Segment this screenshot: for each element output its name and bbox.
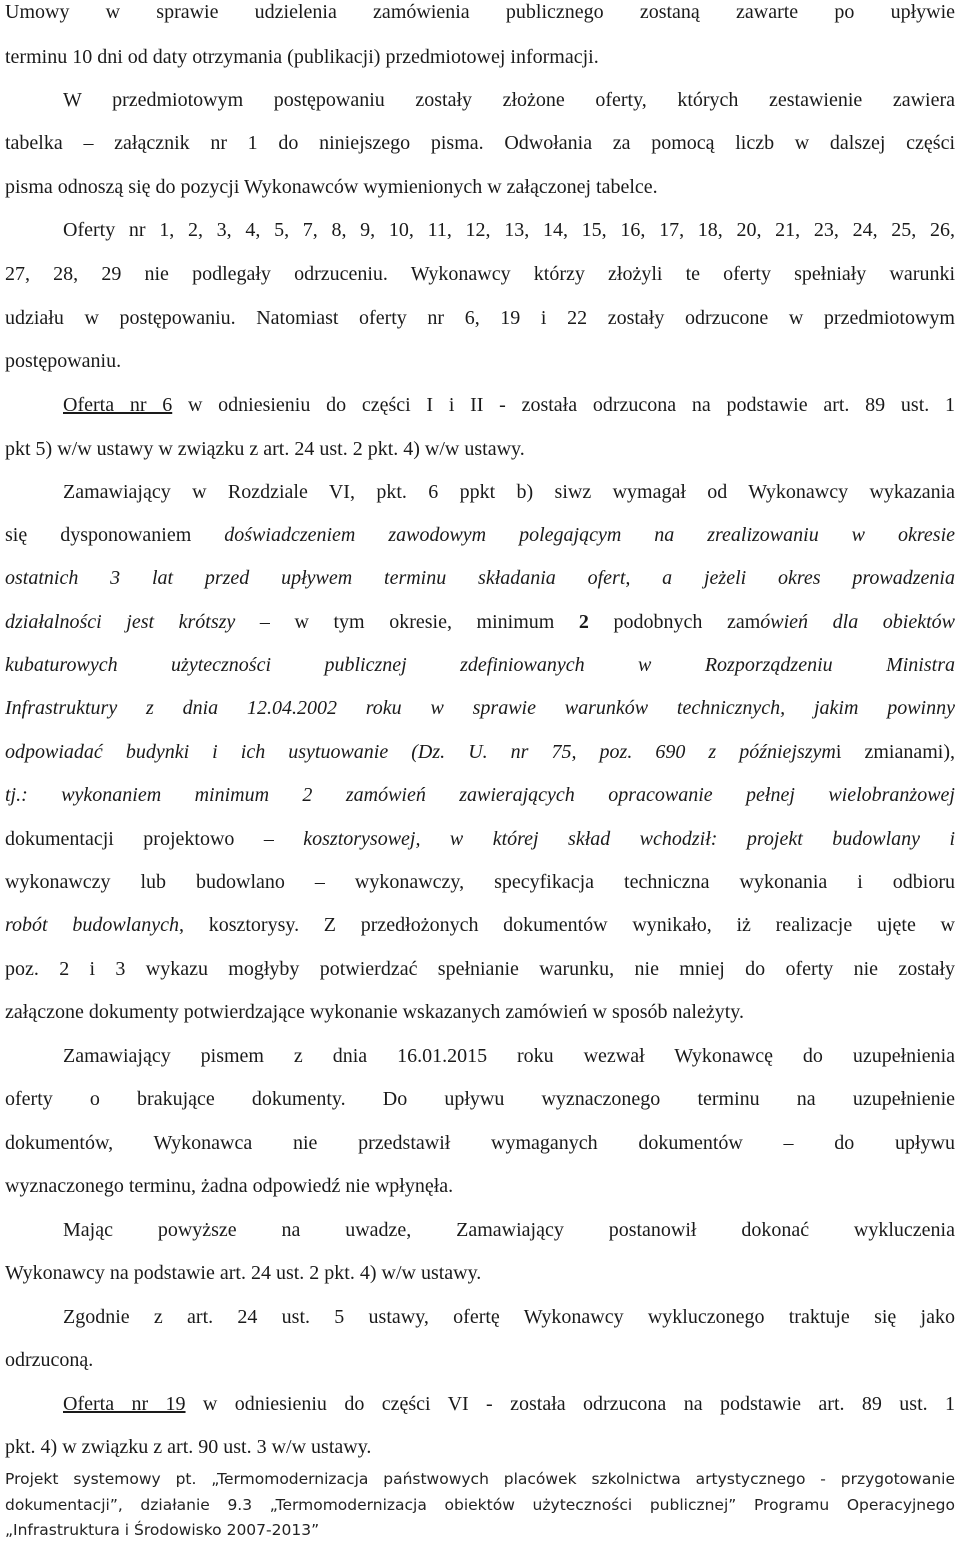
text-line [63, 1392, 955, 1416]
italic-span: ówień dla obiektów [760, 611, 955, 633]
text-span: się dysponowaniem [5, 524, 225, 546]
italic-span: 2002 roku w sprawie warunków technicznych, jakim powinny [296, 697, 955, 719]
text-line: 27, 28, 29 nie podlegały odrzuceniu. Wykonawcy którzy złożyli te oferty spełniały warunki [5, 263, 955, 285]
offer-reference: Oferta nr 6 [63, 394, 173, 416]
text-line: wyznaczonego terminu, żadna odpowiedź nie wpłynęła. [5, 1175, 454, 1197]
text-line [5, 610, 955, 634]
footer-line: „Infrastruktura i Środowisko 2007-2013” [5, 1521, 320, 1539]
text-line: tabelka – załącznik nr 1 do niniejszego pisma. Odwołania za pomocą liczb w dalszej części [5, 132, 955, 154]
text-line [5, 827, 955, 851]
text-line: poz. 2 i 3 wykazu mogłyby potwierdzać spełnianie warunku, nie mniej do oferty nie zostały [5, 958, 955, 980]
text-line: Mając powyższe na uwadze, Zamawiający postanowił dokonać wykluczenia [63, 1219, 955, 1241]
footer-line: dokumentacji”, działanie 9.3 „Termomodernizacja obiektów użyteczności publicznej” Programu Operacyjnego [5, 1496, 955, 1514]
text-span: podobnych zam [588, 611, 761, 633]
text-line: udziału w postępowaniu. Natomiast oferty nr 6, 19 i 22 zostały odrzucone w przedmiotowym [5, 307, 955, 329]
text-line [5, 913, 955, 937]
italic-span: Infrastruktury z dnia 12.04. [5, 697, 297, 719]
italic-span: doświadczeniem zawodowym polegającym na zrealizowaniu w okresie [224, 524, 955, 546]
text-line: W przedmiotowym postępowaniu zostały złożone oferty, których zestawienie zawiera [63, 89, 955, 111]
text-line: pkt. 4) w związku z art. 90 ust. 3 w/w ustawy. [5, 1436, 372, 1458]
offer-reference: Oferta nr 19 [63, 1393, 186, 1415]
text-line: terminu 10 dni od daty otrzymania (publikacji) przedmiotowej informacji. [5, 46, 599, 68]
text-span: i zmianami), [835, 741, 956, 763]
text-line [63, 393, 955, 417]
text-line [5, 740, 955, 764]
text-line: oferty o brakujące dokumenty. Do upływu wyznaczonego terminu na uzupełnienie [5, 1088, 955, 1110]
text-line: dokumentów, Wykonawca nie przedstawił wymaganych dokumentów – do upływu [5, 1132, 955, 1154]
text-line: pkt 5) w/w ustawy w związku z art. 24 ust. 2 pkt. 4) w/w ustawy. [5, 438, 525, 460]
text-line: Zamawiający pismem z dnia 16.01.2015 roku wezwał Wykonawcę do uzupełnienia [63, 1045, 955, 1067]
italic-span: kosztorysowej, w której skład wchodził: projekt budowlany i [303, 828, 955, 850]
text-line [5, 696, 955, 720]
text-line: pisma odnoszą się do pozycji Wykonawców wymienionych w załączonej tabelce. [5, 176, 658, 198]
text-line: Umowy w sprawie udzielenia zamówienia publicznego zostaną zawarte po upływie [5, 1, 955, 23]
text-line: Zamawiający w Rozdziale VI, pkt. 6 ppkt b) siwz wymagał od Wykonawcy wykazania [63, 481, 955, 503]
italic-span: działalności jest krótszy [5, 611, 236, 633]
text-line: Wykonawcy na podstawie art. 24 ust. 2 pkt. 4) w/w ustawy. [5, 1262, 482, 1284]
footer-line: Projekt systemowy pt. „Termomodernizacja państwowych placówek szkolnictwa artystycznego - przygotowanie [5, 1470, 955, 1488]
bold-span: 2 [578, 611, 589, 633]
text-line [5, 523, 955, 547]
text-line: postępowaniu. [5, 350, 122, 372]
text-line: kubaturowych użyteczności publicznej zdefiniowanych w Rozporządzeniu Ministra [5, 654, 955, 676]
text-span: w odniesieniu do części VI - została odrzucona na podstawie art. 89 ust. 1 [185, 1393, 956, 1415]
italic-span: robót budowlanych [5, 914, 179, 936]
text-span: – w tym okresie, minimum [235, 611, 579, 633]
text-line: odrzuconą. [5, 1349, 94, 1371]
text-line: wykonawczy lub budowlano – wykonawczy, specyfikacja techniczna wykonania i odbioru [5, 871, 955, 893]
italic-span: tj.: [5, 784, 62, 806]
text-line: Oferty nr 1, 2, 3, 4, 5, 7, 8, 9, 10, 11, 12, 13, 14, 15, 16, 17, 18, 20, 21, 23, 24, 25, 26, [63, 219, 955, 241]
italic-span: wykonaniem minimum 2 zamówień zawierających opracowanie pełnej wielobranżowej [61, 784, 955, 806]
text-span: dokumentacji projektowo – [5, 828, 304, 850]
text-span: w odniesieniu do części I i II - została odrzucona na podstawie art. 89 ust. 1 [172, 394, 955, 416]
text-span: , kosztorysy. Z przedłożonych dokumentów wynikało, iż realizacje ujęte w [178, 914, 956, 936]
text-line: ostatnich 3 lat przed upływem terminu składania ofert, a jeżeli okres prowadzenia [5, 567, 955, 589]
text-line [5, 783, 955, 807]
text-line: załączone dokumenty potwierdzające wykonanie wskazanych zamówień w sposób należyty. [5, 1001, 744, 1023]
text-line: Zgodnie z art. 24 ust. 5 ustawy, ofertę Wykonawcy wykluczonego traktuje się jako [63, 1306, 955, 1328]
italic-span: odpowiadać budynki i ich usytuowanie (Dz. U. nr 75, poz. 690 z późniejszym [5, 741, 836, 763]
